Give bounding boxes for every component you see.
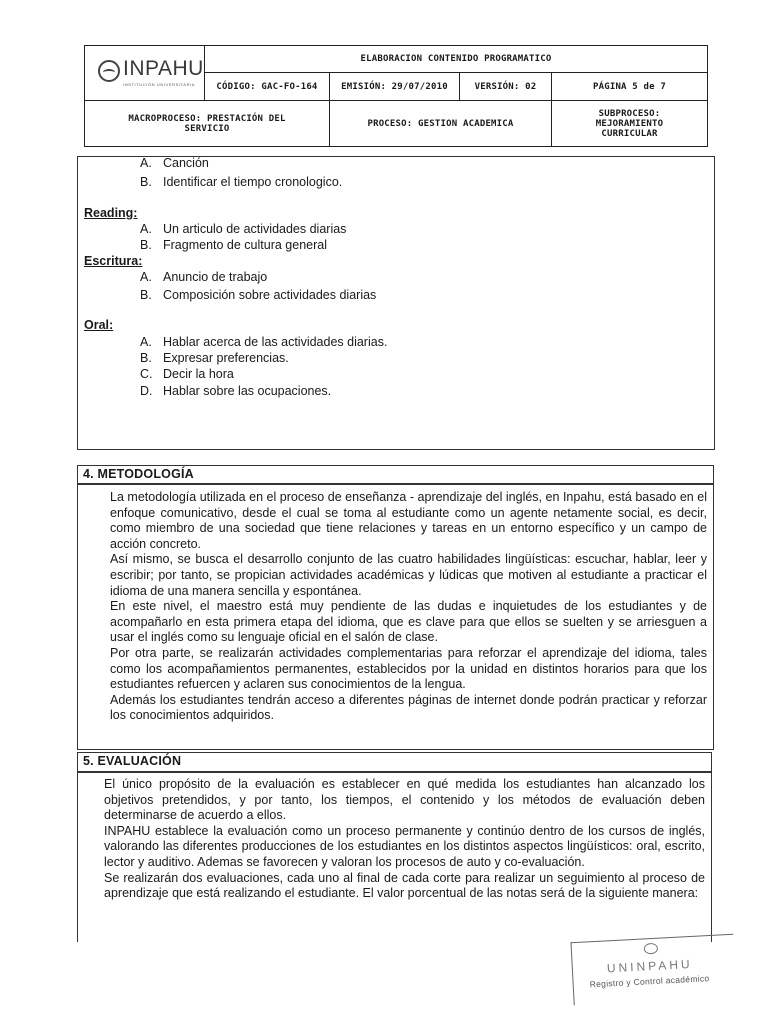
emision-cell: EMISIÓN: 29/07/2010 bbox=[330, 73, 460, 101]
list-item: Decir la hora bbox=[163, 367, 234, 381]
list-item-letter: A. bbox=[140, 270, 152, 284]
registro-stamp bbox=[570, 934, 736, 1005]
paragraph: INPAHU establece la evaluación como un proceso permanente y continúo dentro de los cursos de inglés, valorando las diferentes producciones de los estudiantes en los distintos aspectos lingüísticos: oral, escrito, lector y auditivo. Ademas se favorecen y valoran los procesos de auto y co-evaluación. bbox=[104, 823, 705, 869]
stamp-subtitle: Registro y Control académico bbox=[589, 973, 710, 990]
list-item-letter: B. bbox=[140, 175, 152, 189]
paragraph: Se realizarán dos evaluaciones, cada uno al final de cada corte para realizar un seguimiento al proceso de aprendizaje que está realizando el estudiante. El valor porcentual de las notas será de la siguiente manera: bbox=[104, 870, 705, 901]
content-topics-box bbox=[77, 156, 715, 450]
evaluacion-title: 5. EVALUACIÓN bbox=[83, 754, 182, 768]
metodologia-body bbox=[110, 490, 707, 724]
proceso-cell: PROCESO: GESTION ACADEMICA bbox=[330, 101, 552, 146]
document-header-table bbox=[84, 45, 708, 147]
subproceso-cell: SUBPROCESO: MEJORAMIENTO CURRICULAR bbox=[595, 108, 664, 139]
list-item: Fragmento de cultura general bbox=[163, 238, 327, 252]
evaluacion-body bbox=[104, 777, 705, 902]
list-item: Canción bbox=[163, 156, 209, 170]
codigo-cell: CÓDIGO: GAC-FO-164 bbox=[205, 73, 330, 101]
oral-heading: Oral: bbox=[84, 318, 114, 332]
logo-subtitle: INSTITUCIÓN UNIVERSITARIA bbox=[123, 82, 196, 87]
institution-logo bbox=[85, 46, 205, 101]
metodologia-title: 4. METODOLOGÍA bbox=[83, 467, 194, 481]
list-item: Expresar preferencias. bbox=[163, 351, 289, 365]
list-item-letter: D. bbox=[140, 384, 153, 398]
version-cell: VERSIÓN: 02 bbox=[460, 73, 552, 101]
list-item: Hablar acerca de las actividades diarias. bbox=[163, 335, 388, 349]
pagina-cell: PÁGINA 5 de 7 bbox=[552, 73, 707, 101]
paragraph: El único propósito de la evaluación es establecer en qué medida los estudiantes han alcanzado los objetivos pretendidos, y por tanto, los tiempos, el contenido y los métodos de evaluación deben determinarse de acuerdo a ellos. bbox=[104, 777, 705, 823]
list-item-letter: A. bbox=[140, 335, 152, 349]
list-item-letter: A. bbox=[140, 222, 152, 236]
paragraph: En este nivel, el maestro está muy pendiente de las dudas e inquietudes de los estudiantes y de acompañarlo en esta primera etapa del idioma, que es clave para que ellos se suelten y se arriesguen a usar el inglés como su lenguaje oficial en el salón de clase. bbox=[110, 599, 707, 645]
logo-text: INPAHU bbox=[123, 57, 204, 80]
list-item: Un articulo de actividades diarias bbox=[163, 222, 347, 236]
paragraph: Además los estudiantes tendrán acceso a diferentes páginas de internet donde podrán practicar y reforzar los conocimientos adquiridos. bbox=[110, 692, 707, 723]
list-item: Anuncio de trabajo bbox=[163, 270, 268, 284]
list-item-letter: C. bbox=[140, 367, 153, 381]
list-item: Identificar el tiempo cronologico. bbox=[163, 175, 343, 189]
stamp-name: UNINPAHU bbox=[606, 956, 693, 976]
stamp-emblem-icon bbox=[644, 943, 659, 955]
macroproceso-cell: MACROPROCESO: PRESTACIÓN DEL SERVICIO bbox=[85, 101, 330, 146]
document-title: ELABORACION CONTENIDO PROGRAMATICO bbox=[205, 46, 707, 73]
paragraph: La metodología utilizada en el proceso de enseñanza - aprendizaje del inglés, en Inpahu, está basado en el enfoque comunicativo, desde el cual se toma al estudiante como un agente netamente social, es decir, como miembro de una sociedad que tiene relaciones y tareas en un entorno específico y un campo de acción concreto. bbox=[110, 490, 707, 551]
list-item: Hablar sobre las ocupaciones. bbox=[163, 384, 332, 398]
inpahu-emblem-icon bbox=[98, 60, 120, 82]
paragraph: Por otra parte, se realizarán actividades complementarias para reforzar el aprendizaje del idioma, tales como los acompañamientos permanentes, establecidos por la unidad en distintos horarios para que los estudiantes refuercen y aclaren sus conocimientos de la lengua. bbox=[110, 645, 707, 692]
list-item-letter: B. bbox=[140, 288, 152, 302]
reading-heading: Reading: bbox=[84, 206, 138, 220]
list-item: Composición sobre actividades diarias bbox=[163, 288, 377, 302]
paragraph: Así mismo, se busca el desarrollo conjunto de las cuatro habilidades lingüísticas: escuchar, hablar, leer y escribir; por tanto, se propician actividades académicas y lúdicas que motiven al estudiante a practicar el idioma de una manera sencilla y espontánea. bbox=[110, 552, 707, 598]
list-item-letter: B. bbox=[140, 238, 152, 252]
escritura-heading: Escritura: bbox=[84, 254, 143, 268]
list-item-letter: A. bbox=[140, 156, 152, 170]
list-item-letter: B. bbox=[140, 351, 152, 365]
